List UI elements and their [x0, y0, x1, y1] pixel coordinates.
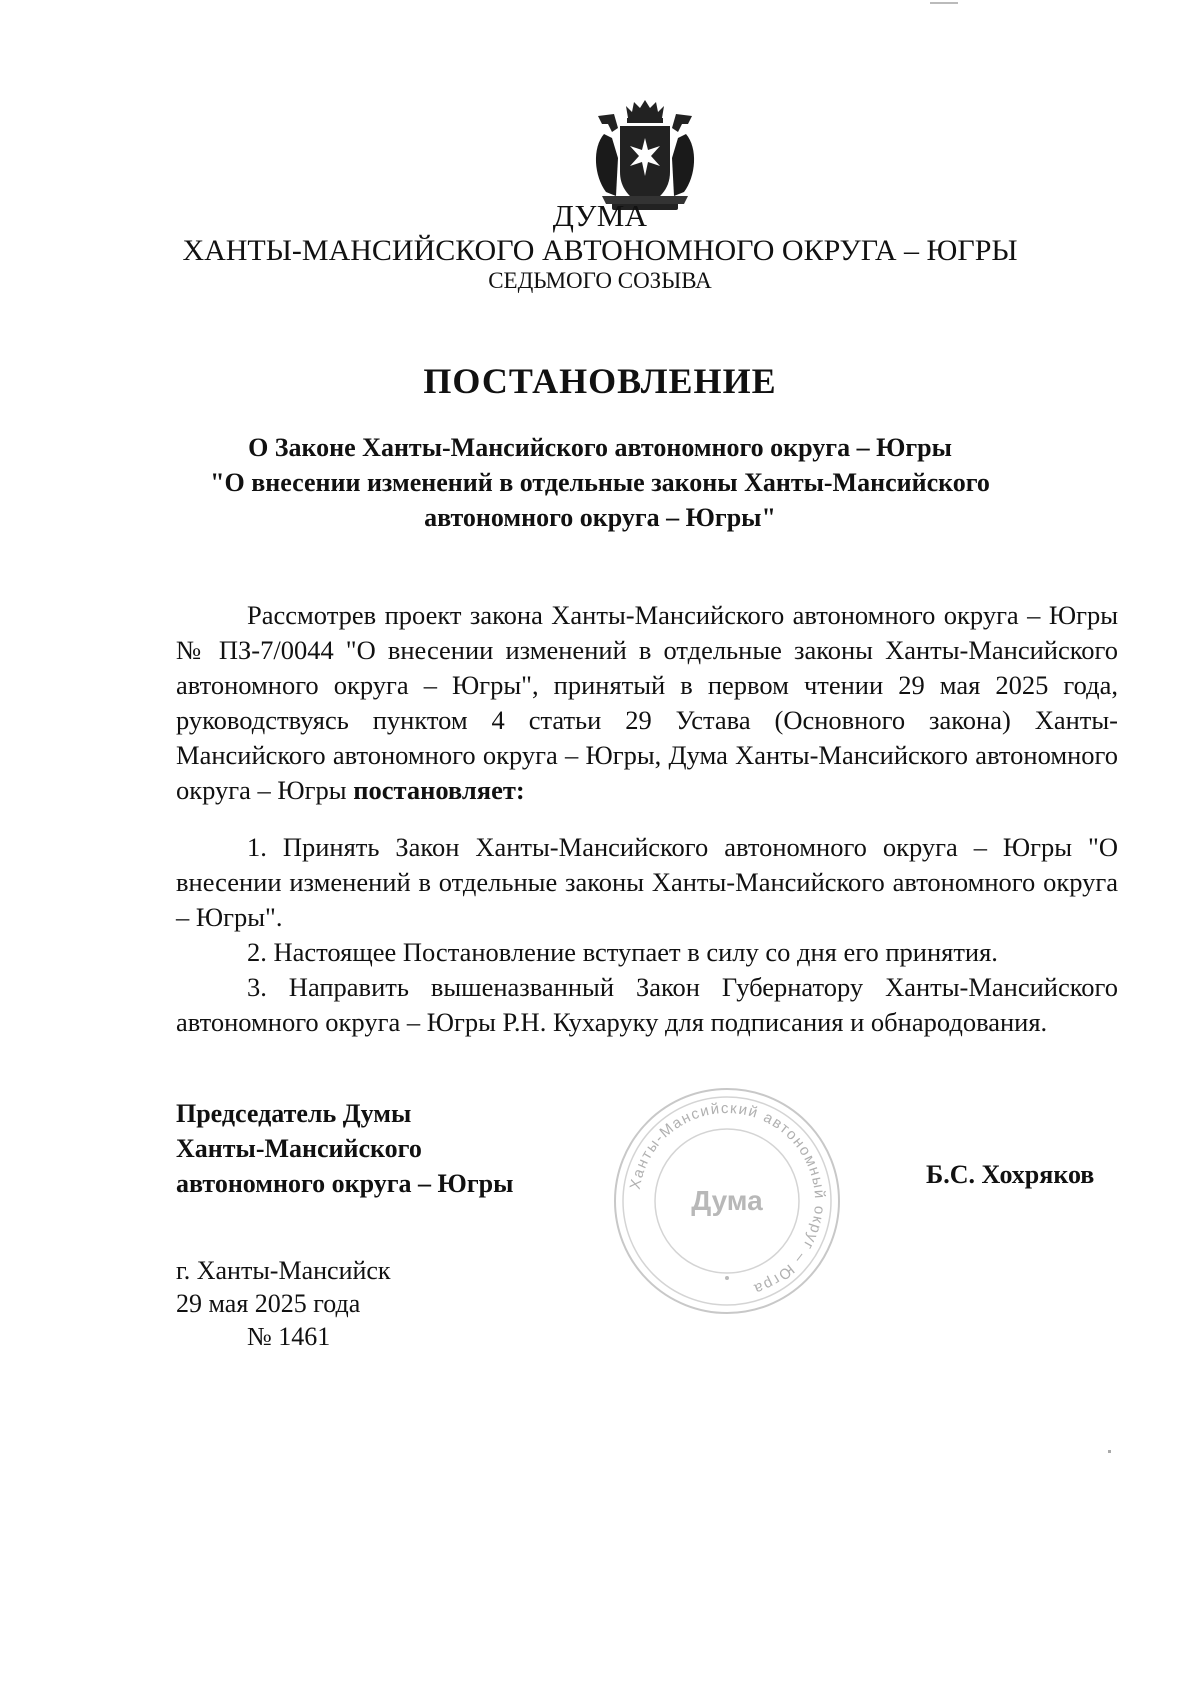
org-convocation: СЕДЬМОГО СОЗЫВА [488, 268, 712, 293]
preamble-verb: постановляет: [353, 775, 525, 805]
document-title: ПОСТАНОВЛЕНИЕ [423, 361, 777, 401]
resolution-item: 3. Направить вышеназванный Закон Губернатору Ханты-Мансийского автономного округа – Югры Р.Н. Кухаруку для подписания и обнародования. [176, 972, 1118, 1037]
org-name: ДУМА [552, 198, 648, 233]
position-line: Председатель Думы [176, 1099, 412, 1128]
subject-line: "О внесении изменений в отдельные законы Ханты-Мансийского [210, 468, 990, 497]
subject-line: автономного округа – Югры" [424, 503, 776, 532]
stamp-ring-text: Ханты-Мансийский автономный округ – Югра [626, 1099, 829, 1298]
document-footer [176, 1254, 391, 1353]
date: 29 мая 2025 года [176, 1289, 361, 1318]
stamp-center-text: Дума [691, 1185, 763, 1216]
preamble [176, 598, 1118, 808]
signatory-position [176, 1096, 513, 1201]
subject-line: О Законе Ханты-Мансийского автономного округа – Югры [248, 433, 952, 462]
resolution-item: 1. Принять Закон Ханты-Мансийского автономного округа – Югры "О внесении изменений в отдельные законы Ханты-Мансийского автономного округа – Югры". [176, 832, 1118, 932]
org-region: ХАНТЫ-МАНСИЙСКОГО АВТОНОМНОГО ОКРУГА – ЮГРЫ [182, 234, 1018, 267]
position-line: Ханты-Мансийского [176, 1134, 422, 1163]
scan-speck [1108, 1450, 1111, 1453]
official-stamp [612, 1086, 842, 1316]
city: г. Ханты-Мансийск [176, 1256, 391, 1285]
document-number: № 1461 [247, 1322, 331, 1351]
preamble-text: Рассмотрев проект закона Ханты-Мансийского автономного округа – Югры № ПЗ-7/0044 "О внесении изменений в отдельные законы Ханты-Мансийского автономного округа – Югры", принятый в первом чтении 29 мая 2025 года, руководствуясь пунктом 4 статьи 29 Устава (Основного закона) Ханты-Мансийского автономного округа – Югры, Дума Ханты-Мансийского автономного округа – Югры [176, 600, 1118, 805]
scan-mark [930, 2, 958, 4]
document-subject [0, 430, 1200, 535]
resolution-item: 2. Настоящее Постановление вступает в силу со дня его принятия. [247, 937, 998, 967]
resolution-items [176, 830, 1118, 1040]
position-line: автономного округа – Югры [176, 1169, 514, 1198]
signatory-name: Б.С. Хохряков [926, 1160, 1095, 1189]
